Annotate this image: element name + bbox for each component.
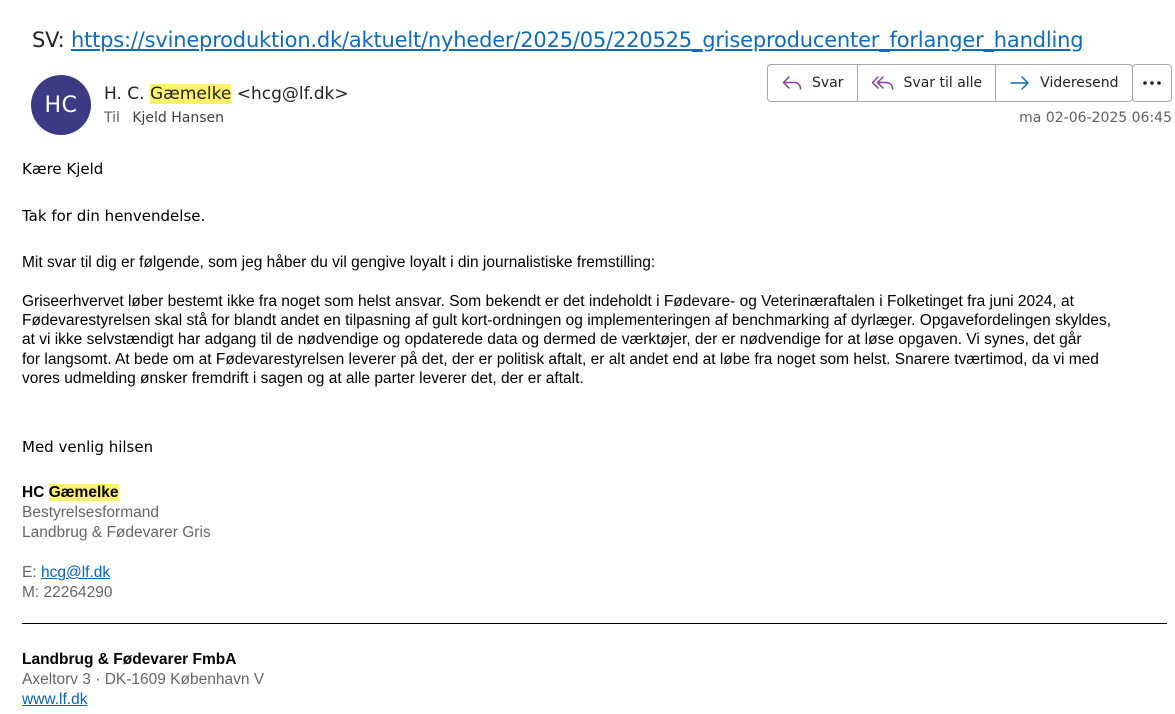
phone-label: M: bbox=[22, 584, 40, 601]
signature-name bbox=[22, 483, 119, 503]
greeting: Kære Kjeld bbox=[22, 160, 104, 178]
paragraph-line: Fødevarestyrelsen skal stå for blandt andet en tilpasning af gult kort-ordningen og implementeringen af benchmarking af dyrlæger. Opgavefordelingen skyldes, bbox=[22, 312, 1112, 330]
to-label: Til bbox=[104, 110, 120, 126]
signature-name-highlight: Gæmelke bbox=[48, 484, 119, 501]
sender-name-first: H. C. bbox=[104, 84, 145, 104]
thanks-line: Tak for din henvendelse. bbox=[22, 207, 206, 225]
recipient-line bbox=[104, 110, 224, 126]
more-actions-button[interactable] bbox=[1132, 64, 1172, 102]
message-date: ma 02-06-2025 06:45 bbox=[1019, 110, 1172, 126]
avatar-initials: HC bbox=[44, 92, 78, 118]
company-website-link[interactable]: www.lf.dk bbox=[22, 691, 88, 708]
signature-email-link[interactable]: hcg@lf.dk bbox=[40, 564, 111, 581]
company-address: Axeltorv 3 · DK-1609 København V bbox=[22, 671, 265, 688]
reply-label: Svar bbox=[812, 75, 844, 91]
closing-line: Med venlig hilsen bbox=[22, 438, 154, 456]
message-actions bbox=[767, 64, 1133, 102]
forward-button[interactable] bbox=[996, 65, 1131, 101]
paragraph-line: Griseerhvervet løber bestemt ikke fra noget som helst ansvar. Som bekendt er det indeholdt i Fødevare- og Veterinæraftalen i Folketinget fra juni 2024, at bbox=[22, 293, 1074, 310]
signature-phone-row bbox=[22, 583, 113, 603]
signature-divider bbox=[22, 623, 1167, 624]
main-paragraph bbox=[22, 292, 1172, 388]
signature-org: Landbrug & Fødevarer Gris bbox=[22, 524, 211, 541]
reply-all-label: Svar til alle bbox=[903, 75, 983, 91]
forward-icon bbox=[1009, 74, 1031, 92]
sender-name-highlight: Gæmelke bbox=[149, 84, 232, 104]
reply-icon bbox=[781, 74, 803, 92]
company-name: Landbrug & Fødevarer FmbA bbox=[22, 651, 237, 668]
signature-title: Bestyrelsesformand bbox=[22, 504, 159, 521]
sender-avatar[interactable] bbox=[31, 75, 91, 135]
reply-all-icon bbox=[871, 74, 895, 92]
email-subject bbox=[32, 28, 1083, 52]
intro-line: Mit svar til dig er følgende, som jeg håber du vil gengive loyalt i din journalistiske fremstilling: bbox=[22, 254, 656, 271]
reply-all-button[interactable] bbox=[858, 65, 997, 101]
signature-email-row bbox=[22, 563, 110, 583]
more-icon bbox=[1142, 80, 1162, 86]
paragraph-line: vores udmelding ønsker fremdrift i sagen og at alle parter leverer det, der er aftalt. bbox=[22, 369, 584, 387]
paragraph-line: for langsomt. At bede om at Fødevarestyrelsen leverer på det, der er politisk aftalt, er alt andet end at løbe fra noget som helst. Snarere tværtimod, da vi med bbox=[22, 350, 1099, 368]
reply-button[interactable] bbox=[768, 65, 858, 101]
sender-email: <hcg@lf.dk> bbox=[236, 84, 349, 104]
paragraph-line: at vi ikke selvstændigt har adgang til de nødvendige og opdaterede data og dermed de værktøjer, der er nødvendige for at løse opgaven. Vi synes, det går bbox=[22, 331, 1082, 349]
signature-phone: 22264290 bbox=[43, 584, 113, 601]
signature-name-first: HC bbox=[22, 484, 45, 501]
forward-label: Videresend bbox=[1040, 75, 1119, 91]
subject-link[interactable]: https://svineproduktion.dk/aktuelt/nyheder/2025/05/220525_griseproducenter_forlanger_handling bbox=[70, 28, 1084, 52]
subject-prefix: SV: bbox=[32, 28, 65, 52]
company-website-row bbox=[22, 690, 87, 710]
sender-line[interactable] bbox=[104, 84, 349, 104]
recipient-name[interactable]: Kjeld Hansen bbox=[132, 110, 225, 126]
email-label: E: bbox=[22, 564, 37, 581]
